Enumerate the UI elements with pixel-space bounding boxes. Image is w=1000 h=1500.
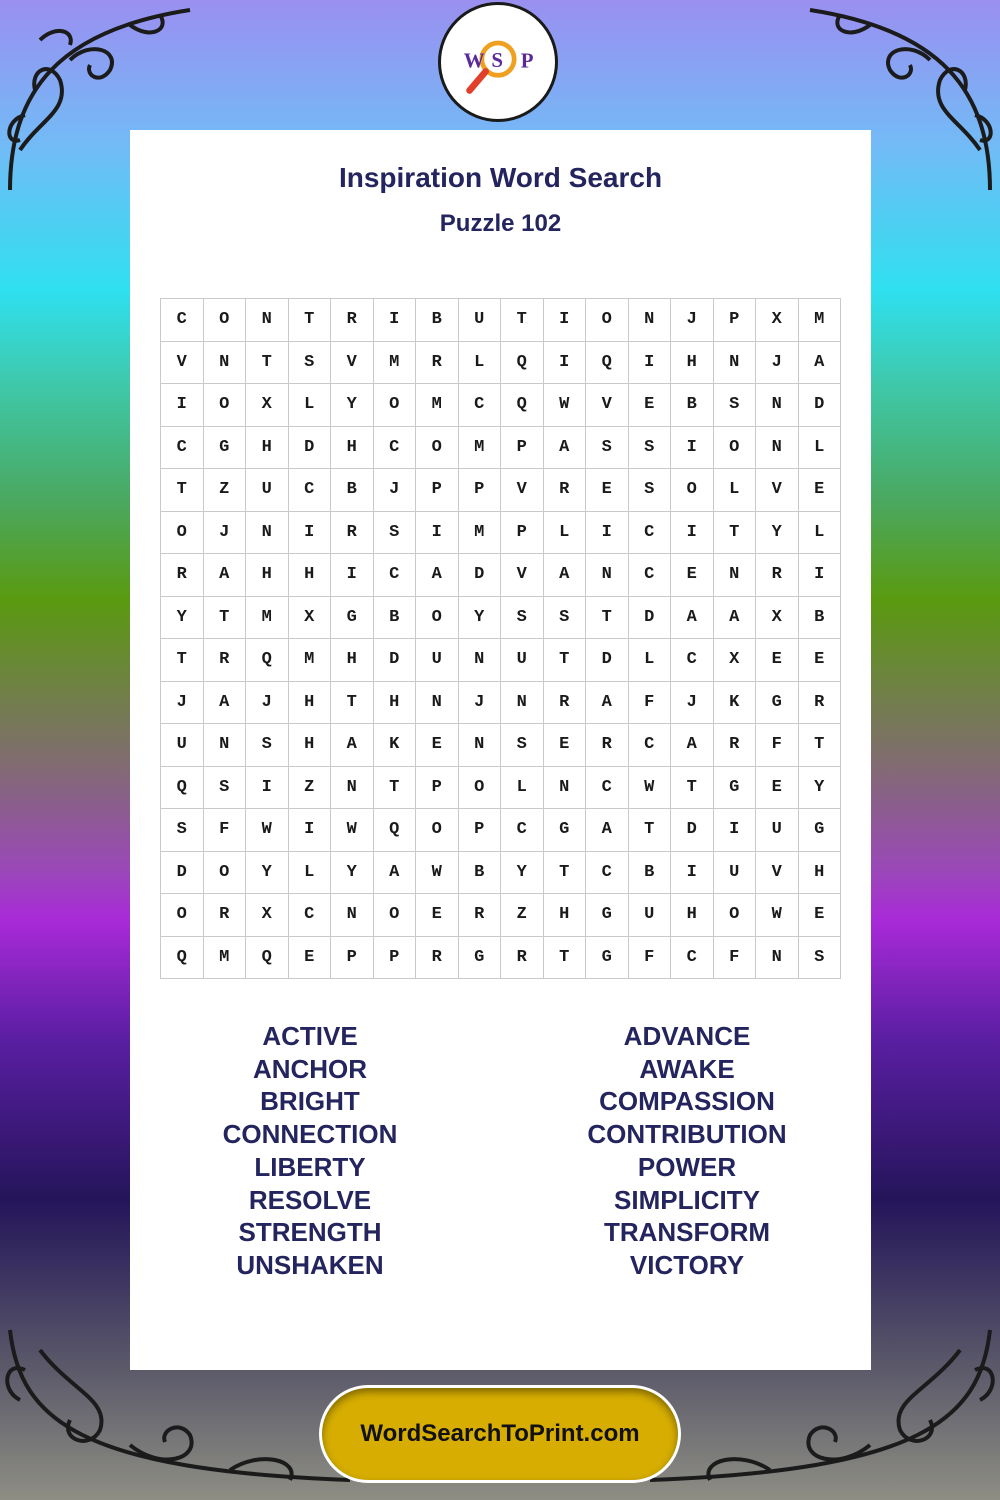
- grid-cell[interactable]: J: [246, 682, 289, 725]
- grid-cell[interactable]: T: [544, 852, 587, 895]
- grid-cell[interactable]: J: [671, 682, 714, 725]
- logo-letter-w: W: [463, 48, 485, 73]
- grid-cell[interactable]: L: [544, 512, 587, 555]
- grid-cell[interactable]: R: [544, 682, 587, 725]
- grid-cell[interactable]: G: [459, 937, 502, 980]
- grid-cell[interactable]: D: [799, 384, 842, 427]
- grid-cell[interactable]: C: [501, 809, 544, 852]
- grid-cell[interactable]: K: [374, 724, 417, 767]
- grid-cell[interactable]: S: [544, 597, 587, 640]
- grid-cell[interactable]: L: [501, 767, 544, 810]
- grid-cell[interactable]: O: [161, 512, 204, 555]
- grid-cell[interactable]: O: [161, 894, 204, 937]
- grid-cell[interactable]: C: [161, 427, 204, 470]
- grid-cell[interactable]: G: [714, 767, 757, 810]
- grid-cell[interactable]: H: [289, 724, 332, 767]
- grid-cell[interactable]: H: [331, 427, 374, 470]
- grid-cell[interactable]: Z: [501, 894, 544, 937]
- word-item: VICTORY: [629, 1249, 745, 1280]
- grid-cell[interactable]: S: [629, 469, 672, 512]
- grid-cell[interactable]: L: [799, 427, 842, 470]
- grid-cell[interactable]: X: [246, 894, 289, 937]
- word-item: POWER: [637, 1151, 737, 1182]
- wsp-logo[interactable]: [438, 2, 558, 122]
- grid-cell[interactable]: I: [671, 512, 714, 555]
- grid-cell[interactable]: L: [289, 852, 332, 895]
- grid-cell[interactable]: E: [416, 894, 459, 937]
- letter-grid[interactable]: [160, 298, 841, 979]
- grid-cell[interactable]: P: [459, 809, 502, 852]
- grid-cell[interactable]: J: [204, 512, 247, 555]
- grid-cell[interactable]: I: [416, 512, 459, 555]
- word-item: BRIGHT: [260, 1086, 360, 1117]
- grid-cell[interactable]: A: [204, 554, 247, 597]
- grid-cell[interactable]: T: [161, 639, 204, 682]
- grid-cell[interactable]: E: [289, 937, 332, 980]
- grid-cell[interactable]: D: [459, 554, 502, 597]
- grid-cell[interactable]: R: [501, 937, 544, 980]
- grid-cell[interactable]: Q: [246, 937, 289, 980]
- grid-cell[interactable]: G: [544, 809, 587, 852]
- grid-cell[interactable]: Y: [799, 767, 842, 810]
- grid-cell[interactable]: I: [161, 384, 204, 427]
- grid-cell[interactable]: O: [204, 852, 247, 895]
- grid-cell[interactable]: S: [799, 937, 842, 980]
- grid-cell[interactable]: K: [714, 682, 757, 725]
- grid-cell[interactable]: Z: [289, 767, 332, 810]
- grid-cell[interactable]: X: [756, 597, 799, 640]
- grid-cell[interactable]: H: [374, 682, 417, 725]
- grid-cell[interactable]: G: [756, 682, 799, 725]
- grid-cell[interactable]: A: [586, 809, 629, 852]
- grid-cell[interactable]: F: [629, 682, 672, 725]
- grid-cell[interactable]: C: [289, 469, 332, 512]
- grid-cell[interactable]: E: [756, 639, 799, 682]
- grid-cell[interactable]: Q: [374, 809, 417, 852]
- grid-cell[interactable]: V: [501, 469, 544, 512]
- grid-cell[interactable]: D: [374, 639, 417, 682]
- grid-cell[interactable]: X: [756, 299, 799, 342]
- grid-cell[interactable]: G: [204, 427, 247, 470]
- grid-cell[interactable]: I: [374, 299, 417, 342]
- grid-cell[interactable]: W: [331, 809, 374, 852]
- grid-cell[interactable]: I: [799, 554, 842, 597]
- grid-cell[interactable]: M: [246, 597, 289, 640]
- grid-cell[interactable]: M: [459, 512, 502, 555]
- grid-cell[interactable]: B: [799, 597, 842, 640]
- grid-cell[interactable]: A: [799, 342, 842, 385]
- word-list-left: [125, 1020, 495, 1282]
- grid-cell[interactable]: I: [246, 767, 289, 810]
- grid-cell[interactable]: R: [204, 639, 247, 682]
- grid-cell[interactable]: E: [416, 724, 459, 767]
- grid-cell[interactable]: F: [756, 724, 799, 767]
- grid-cell[interactable]: N: [501, 682, 544, 725]
- grid-cell[interactable]: T: [331, 682, 374, 725]
- grid-cell[interactable]: P: [714, 299, 757, 342]
- word-item: LIBERTY: [254, 1151, 366, 1182]
- grid-cell[interactable]: O: [459, 767, 502, 810]
- grid-cell[interactable]: B: [629, 852, 672, 895]
- grid-cell[interactable]: U: [161, 724, 204, 767]
- grid-cell[interactable]: P: [501, 512, 544, 555]
- grid-cell[interactable]: N: [204, 724, 247, 767]
- grid-cell[interactable]: V: [331, 342, 374, 385]
- grid-cell[interactable]: A: [544, 554, 587, 597]
- grid-cell[interactable]: O: [374, 894, 417, 937]
- word-item: RESOLVE: [248, 1184, 372, 1215]
- grid-cell[interactable]: B: [671, 384, 714, 427]
- grid-cell[interactable]: O: [374, 384, 417, 427]
- grid-cell[interactable]: X: [714, 639, 757, 682]
- grid-cell[interactable]: P: [459, 469, 502, 512]
- grid-cell[interactable]: I: [544, 342, 587, 385]
- grid-cell[interactable]: Z: [204, 469, 247, 512]
- grid-cell[interactable]: Q: [246, 639, 289, 682]
- grid-cell[interactable]: C: [629, 724, 672, 767]
- grid-cell[interactable]: O: [671, 469, 714, 512]
- grid-cell[interactable]: N: [714, 342, 757, 385]
- grid-cell[interactable]: E: [544, 724, 587, 767]
- grid-cell[interactable]: M: [459, 427, 502, 470]
- grid-cell[interactable]: T: [629, 809, 672, 852]
- grid-cell[interactable]: D: [629, 597, 672, 640]
- grid-cell[interactable]: S: [289, 342, 332, 385]
- grid-cell[interactable]: H: [331, 639, 374, 682]
- grid-cell[interactable]: L: [289, 384, 332, 427]
- site-link-label: WordSearchToPrint.com: [360, 1420, 640, 1447]
- grid-cell[interactable]: U: [501, 639, 544, 682]
- grid-cell[interactable]: Y: [246, 852, 289, 895]
- grid-cell[interactable]: A: [671, 597, 714, 640]
- grid-cell[interactable]: A: [544, 427, 587, 470]
- grid-cell[interactable]: I: [289, 809, 332, 852]
- grid-cell[interactable]: R: [459, 894, 502, 937]
- grid-cell[interactable]: N: [756, 384, 799, 427]
- grid-cell[interactable]: A: [374, 852, 417, 895]
- grid-cell[interactable]: S: [374, 512, 417, 555]
- grid-cell[interactable]: R: [161, 554, 204, 597]
- grid-cell[interactable]: W: [629, 767, 672, 810]
- grid-cell[interactable]: E: [586, 469, 629, 512]
- grid-cell[interactable]: V: [501, 554, 544, 597]
- grid-cell[interactable]: B: [331, 469, 374, 512]
- grid-cell[interactable]: T: [374, 767, 417, 810]
- grid-cell[interactable]: R: [544, 469, 587, 512]
- grid-cell[interactable]: U: [714, 852, 757, 895]
- grid-cell[interactable]: M: [416, 384, 459, 427]
- grid-cell[interactable]: G: [586, 894, 629, 937]
- grid-cell[interactable]: A: [204, 682, 247, 725]
- word-list-right: [502, 1020, 872, 1282]
- grid-cell[interactable]: Q: [501, 342, 544, 385]
- grid-cell[interactable]: N: [204, 342, 247, 385]
- grid-cell[interactable]: J: [161, 682, 204, 725]
- grid-cell[interactable]: B: [459, 852, 502, 895]
- grid-cell[interactable]: N: [416, 682, 459, 725]
- grid-cell[interactable]: I: [586, 512, 629, 555]
- grid-cell[interactable]: I: [331, 554, 374, 597]
- grid-cell[interactable]: J: [459, 682, 502, 725]
- grid-cell[interactable]: R: [799, 682, 842, 725]
- grid-cell[interactable]: S: [161, 809, 204, 852]
- word-item: CONTRIBUTION: [587, 1119, 787, 1150]
- grid-cell[interactable]: L: [459, 342, 502, 385]
- grid-cell[interactable]: C: [671, 639, 714, 682]
- grid-cell[interactable]: C: [671, 937, 714, 980]
- grid-cell[interactable]: N: [459, 639, 502, 682]
- grid-cell[interactable]: C: [629, 512, 672, 555]
- grid-cell[interactable]: A: [586, 682, 629, 725]
- grid-cell[interactable]: H: [671, 894, 714, 937]
- grid-cell[interactable]: U: [756, 809, 799, 852]
- grid-cell[interactable]: N: [756, 937, 799, 980]
- grid-cell[interactable]: F: [204, 809, 247, 852]
- grid-cell[interactable]: J: [671, 299, 714, 342]
- grid-cell[interactable]: I: [629, 342, 672, 385]
- grid-cell[interactable]: I: [544, 299, 587, 342]
- grid-cell[interactable]: T: [161, 469, 204, 512]
- grid-cell[interactable]: Q: [161, 767, 204, 810]
- grid-cell[interactable]: F: [714, 937, 757, 980]
- grid-cell[interactable]: W: [756, 894, 799, 937]
- grid-cell[interactable]: T: [671, 767, 714, 810]
- grid-cell[interactable]: M: [799, 299, 842, 342]
- grid-cell[interactable]: I: [671, 852, 714, 895]
- grid-cell[interactable]: Q: [586, 342, 629, 385]
- grid-cell[interactable]: N: [246, 512, 289, 555]
- grid-cell[interactable]: H: [289, 682, 332, 725]
- grid-cell[interactable]: A: [671, 724, 714, 767]
- grid-cell[interactable]: Y: [331, 384, 374, 427]
- grid-cell[interactable]: Q: [161, 937, 204, 980]
- grid-cell[interactable]: O: [204, 384, 247, 427]
- grid-cell[interactable]: L: [799, 512, 842, 555]
- grid-cell[interactable]: E: [799, 894, 842, 937]
- grid-cell[interactable]: I: [289, 512, 332, 555]
- grid-cell[interactable]: P: [331, 937, 374, 980]
- grid-cell[interactable]: L: [629, 639, 672, 682]
- grid-cell[interactable]: C: [586, 767, 629, 810]
- grid-cell[interactable]: Y: [756, 512, 799, 555]
- word-item: SIMPLICITY: [614, 1184, 760, 1215]
- grid-cell[interactable]: T: [799, 724, 842, 767]
- grid-cell[interactable]: S: [629, 427, 672, 470]
- grid-cell[interactable]: F: [629, 937, 672, 980]
- site-link-button[interactable]: [322, 1388, 678, 1480]
- grid-cell[interactable]: V: [586, 384, 629, 427]
- grid-cell[interactable]: C: [459, 384, 502, 427]
- grid-cell[interactable]: B: [416, 299, 459, 342]
- grid-cell[interactable]: M: [204, 937, 247, 980]
- grid-cell[interactable]: X: [289, 597, 332, 640]
- grid-cell[interactable]: W: [416, 852, 459, 895]
- grid-cell[interactable]: W: [246, 809, 289, 852]
- grid-cell[interactable]: P: [501, 427, 544, 470]
- grid-cell[interactable]: M: [289, 639, 332, 682]
- grid-cell[interactable]: C: [161, 299, 204, 342]
- grid-cell[interactable]: E: [799, 639, 842, 682]
- puzzle-card: [130, 130, 871, 1370]
- grid-cell[interactable]: Y: [331, 852, 374, 895]
- word-item: TRANSFORM: [603, 1217, 771, 1248]
- grid-cell[interactable]: A: [331, 724, 374, 767]
- grid-cell[interactable]: P: [416, 767, 459, 810]
- grid-cell[interactable]: G: [799, 809, 842, 852]
- word-item: STRENGTH: [238, 1217, 382, 1248]
- grid-cell[interactable]: O: [416, 427, 459, 470]
- grid-cell[interactable]: N: [331, 767, 374, 810]
- grid-cell[interactable]: N: [459, 724, 502, 767]
- grid-cell[interactable]: N: [629, 299, 672, 342]
- grid-cell[interactable]: C: [374, 427, 417, 470]
- grid-cell[interactable]: S: [586, 427, 629, 470]
- grid-cell[interactable]: M: [374, 342, 417, 385]
- grid-cell[interactable]: U: [629, 894, 672, 937]
- grid-cell[interactable]: G: [331, 597, 374, 640]
- grid-cell[interactable]: N: [544, 767, 587, 810]
- word-item: ANCHOR: [252, 1053, 368, 1084]
- grid-cell[interactable]: Y: [501, 852, 544, 895]
- grid-cell[interactable]: H: [799, 852, 842, 895]
- grid-cell[interactable]: E: [629, 384, 672, 427]
- grid-cell[interactable]: E: [756, 767, 799, 810]
- grid-cell[interactable]: N: [714, 554, 757, 597]
- grid-cell[interactable]: V: [756, 469, 799, 512]
- grid-cell[interactable]: R: [586, 724, 629, 767]
- grid-cell[interactable]: Y: [459, 597, 502, 640]
- grid-cell[interactable]: R: [416, 937, 459, 980]
- grid-cell[interactable]: S: [501, 724, 544, 767]
- word-item: AWAKE: [639, 1053, 735, 1084]
- grid-cell[interactable]: J: [756, 342, 799, 385]
- word-item: ADVANCE: [623, 1021, 751, 1051]
- grid-cell[interactable]: P: [416, 469, 459, 512]
- grid-cell[interactable]: T: [246, 342, 289, 385]
- grid-cell[interactable]: B: [374, 597, 417, 640]
- grid-cell[interactable]: H: [289, 554, 332, 597]
- grid-cell[interactable]: G: [586, 937, 629, 980]
- logo-letter-p: P: [520, 48, 534, 73]
- word-item: ACTIVE: [262, 1021, 358, 1051]
- grid-cell[interactable]: V: [161, 342, 204, 385]
- grid-cell[interactable]: I: [671, 427, 714, 470]
- word-item: UNSHAKEN: [236, 1249, 384, 1280]
- grid-cell[interactable]: W: [544, 384, 587, 427]
- grid-cell[interactable]: J: [374, 469, 417, 512]
- grid-cell[interactable]: O: [416, 809, 459, 852]
- grid-cell[interactable]: C: [289, 894, 332, 937]
- grid-cell[interactable]: V: [756, 852, 799, 895]
- grid-cell[interactable]: S: [204, 767, 247, 810]
- grid-cell[interactable]: S: [714, 384, 757, 427]
- word-item: CONNECTION: [222, 1119, 398, 1150]
- grid-cell[interactable]: E: [671, 554, 714, 597]
- grid-cell[interactable]: O: [714, 427, 757, 470]
- grid-cell[interactable]: O: [416, 597, 459, 640]
- puzzle-title: Inspiration Word Search: [338, 162, 663, 193]
- grid-cell[interactable]: D: [289, 427, 332, 470]
- puzzle-subtitle: Puzzle 102: [439, 210, 562, 237]
- grid-cell[interactable]: X: [246, 384, 289, 427]
- grid-cell[interactable]: N: [586, 554, 629, 597]
- grid-cell[interactable]: L: [714, 469, 757, 512]
- grid-cell[interactable]: Q: [501, 384, 544, 427]
- grid-cell[interactable]: R: [756, 554, 799, 597]
- word-item: COMPASSION: [599, 1086, 775, 1117]
- grid-cell[interactable]: H: [544, 894, 587, 937]
- grid-cell[interactable]: H: [246, 427, 289, 470]
- grid-cell[interactable]: R: [204, 894, 247, 937]
- grid-cell[interactable]: T: [586, 597, 629, 640]
- grid-cell[interactable]: T: [204, 597, 247, 640]
- grid-cell[interactable]: E: [799, 469, 842, 512]
- grid-cell[interactable]: U: [246, 469, 289, 512]
- grid-cell[interactable]: C: [629, 554, 672, 597]
- grid-cell[interactable]: P: [374, 937, 417, 980]
- grid-cell[interactable]: D: [586, 639, 629, 682]
- grid-cell[interactable]: T: [544, 639, 587, 682]
- grid-cell[interactable]: D: [671, 809, 714, 852]
- grid-cell[interactable]: T: [714, 512, 757, 555]
- grid-cell[interactable]: C: [374, 554, 417, 597]
- grid-cell[interactable]: S: [246, 724, 289, 767]
- grid-cell[interactable]: N: [331, 894, 374, 937]
- grid-cell[interactable]: N: [756, 427, 799, 470]
- grid-cell[interactable]: N: [246, 299, 289, 342]
- grid-cell[interactable]: C: [586, 852, 629, 895]
- grid-cell[interactable]: A: [714, 597, 757, 640]
- grid-cell[interactable]: I: [714, 809, 757, 852]
- grid-cell[interactable]: T: [544, 937, 587, 980]
- grid-cell[interactable]: R: [416, 342, 459, 385]
- grid-cell[interactable]: D: [161, 852, 204, 895]
- grid-cell[interactable]: U: [459, 299, 502, 342]
- grid-cell[interactable]: T: [289, 299, 332, 342]
- grid-cell[interactable]: T: [501, 299, 544, 342]
- grid-cell[interactable]: H: [246, 554, 289, 597]
- grid-cell[interactable]: A: [416, 554, 459, 597]
- grid-cell[interactable]: R: [714, 724, 757, 767]
- logo-letter-s: S: [491, 47, 503, 72]
- grid-cell[interactable]: O: [204, 299, 247, 342]
- grid-cell[interactable]: R: [331, 299, 374, 342]
- grid-cell[interactable]: R: [331, 512, 374, 555]
- grid-cell[interactable]: Y: [161, 597, 204, 640]
- grid-cell[interactable]: H: [671, 342, 714, 385]
- grid-cell[interactable]: S: [501, 597, 544, 640]
- grid-cell[interactable]: O: [714, 894, 757, 937]
- grid-cell[interactable]: O: [586, 299, 629, 342]
- grid-cell[interactable]: U: [416, 639, 459, 682]
